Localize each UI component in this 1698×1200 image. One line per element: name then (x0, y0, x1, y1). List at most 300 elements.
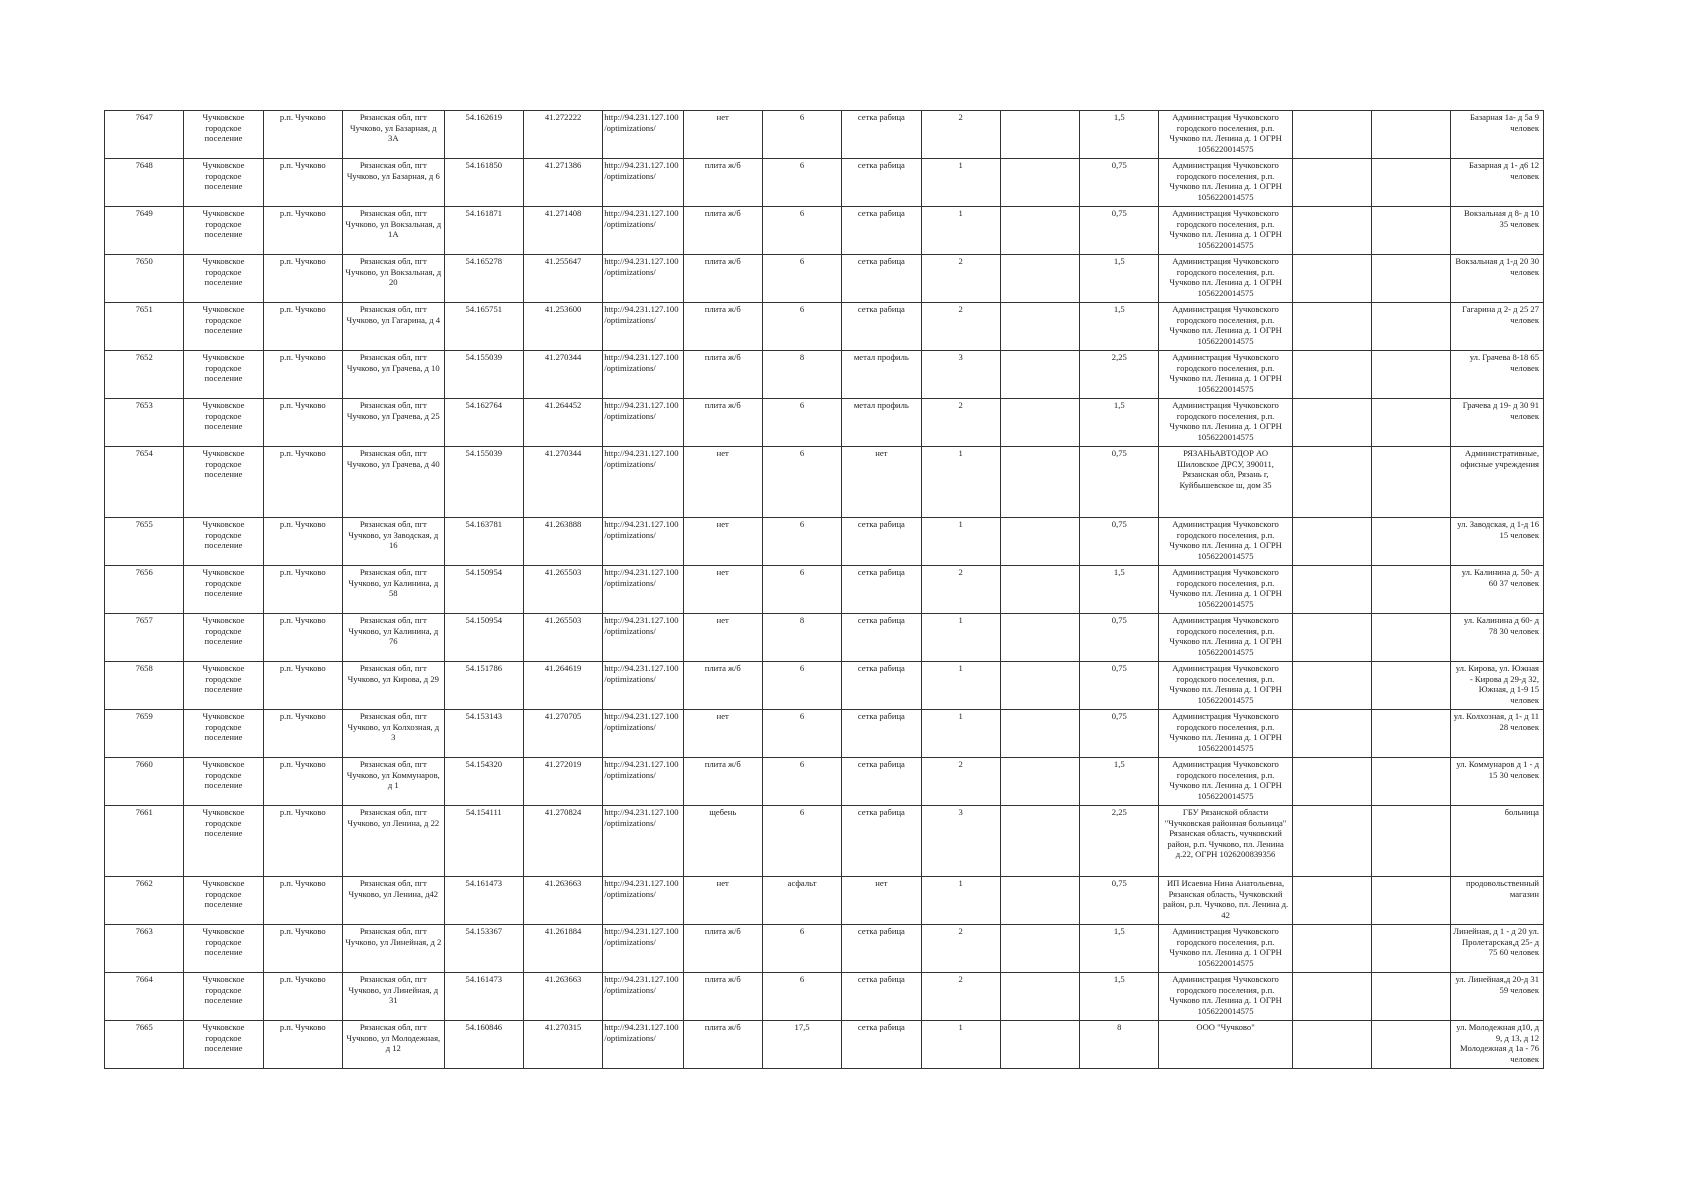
row-number: 7657 (105, 614, 184, 662)
empty-cell (1292, 925, 1371, 973)
fence-cell: сетка рабица (842, 973, 921, 1021)
settlement-cell: Чучковское городское поселение (184, 614, 263, 662)
waste-sources-cell: ул. Кирова, ул. Южная - Кирова д 29-д 32, Южная, д 1-9 15 человек (1451, 662, 1544, 710)
map-link-cell[interactable]: http://94.231.127.100/optimizations/ (603, 877, 683, 925)
latitude-cell: 54.162764 (444, 399, 523, 447)
surface-cell: нет (683, 710, 762, 758)
locality-cell: р.п. Чучково (263, 925, 342, 973)
container-count-cell: 1 (921, 207, 1000, 255)
longitude-cell: 41.261884 (523, 925, 602, 973)
settlement-cell: Чучковское городское поселение (184, 255, 263, 303)
empty-cell (1000, 1021, 1079, 1069)
latitude-cell: 54.163781 (444, 518, 523, 566)
map-link-cell[interactable]: http://94.231.127.100/optimizations/ (603, 614, 683, 662)
map-link-cell[interactable]: http://94.231.127.100/optimizations/ (603, 806, 683, 877)
locality-cell: р.п. Чучково (263, 806, 342, 877)
empty-cell (1292, 351, 1371, 399)
table-row (105, 566, 1544, 614)
empty-cell (1292, 518, 1371, 566)
fence-cell: сетка рабица (842, 566, 921, 614)
fence-cell: нет (842, 877, 921, 925)
area-cell: 6 (762, 255, 841, 303)
settlement-cell: Чучковское городское поселение (184, 1021, 263, 1069)
empty-cell (1371, 973, 1450, 1021)
latitude-cell: 54.161473 (444, 877, 523, 925)
surface-cell: плита ж/б (683, 1021, 762, 1069)
longitude-cell: 41.270315 (523, 1021, 602, 1069)
row-number: 7652 (105, 351, 184, 399)
address-cell: Рязанская обл, пгт Чучково, ул Ленина, д42 (342, 877, 444, 925)
empty-cell (1000, 255, 1079, 303)
latitude-cell: 54.160846 (444, 1021, 523, 1069)
empty-cell (1292, 758, 1371, 806)
address-cell: Рязанская обл, пгт Чучково, ул Коммунаров, д 1 (342, 758, 444, 806)
waste-site-registry-table (104, 110, 1544, 1069)
owner-cell: Администрация Чучковского городского поселения, р.п. Чучково пл. Ленина д. 1 ОГРН 1056220014575 (1159, 351, 1292, 399)
address-cell: Рязанская обл, пгт Чучково, ул Базарная, д 3А (342, 111, 444, 159)
fence-cell: сетка рабица (842, 159, 921, 207)
address-cell: Рязанская обл, пгт Чучково, ул Гагарина, д 4 (342, 303, 444, 351)
map-link-cell[interactable]: http://94.231.127.100/optimizations/ (603, 662, 683, 710)
settlement-cell: Чучковское городское поселение (184, 518, 263, 566)
table-row (105, 399, 1544, 447)
map-link-cell[interactable]: http://94.231.127.100/optimizations/ (603, 925, 683, 973)
address-cell: Рязанская обл, пгт Чучково, ул Заводская, д 16 (342, 518, 444, 566)
owner-cell: Администрация Чучковского городского поселения, р.п. Чучково пл. Ленина д. 1 ОГРН 1056220014575 (1159, 255, 1292, 303)
surface-cell: нет (683, 614, 762, 662)
volume-cell: 1,5 (1080, 111, 1159, 159)
empty-cell (1371, 518, 1450, 566)
fence-cell: сетка рабица (842, 111, 921, 159)
container-count-cell: 1 (921, 614, 1000, 662)
waste-sources-cell: ул. Коммунаров д 1 - д 15 30 человек (1451, 758, 1544, 806)
map-link-cell[interactable]: http://94.231.127.100/optimizations/ (603, 303, 683, 351)
waste-sources-cell: продовольственный магазин (1451, 877, 1544, 925)
locality-cell: р.п. Чучково (263, 159, 342, 207)
empty-cell (1292, 447, 1371, 518)
container-count-cell: 1 (921, 518, 1000, 566)
empty-cell (1000, 925, 1079, 973)
container-count-cell: 2 (921, 973, 1000, 1021)
longitude-cell: 41.270344 (523, 447, 602, 518)
empty-cell (1292, 566, 1371, 614)
surface-cell: нет (683, 566, 762, 614)
table-row (105, 710, 1544, 758)
locality-cell: р.п. Чучково (263, 710, 342, 758)
volume-cell: 2,25 (1080, 806, 1159, 877)
volume-cell: 8 (1080, 1021, 1159, 1069)
map-link-cell[interactable]: http://94.231.127.100/optimizations/ (603, 207, 683, 255)
latitude-cell: 54.155039 (444, 447, 523, 518)
container-count-cell: 1 (921, 1021, 1000, 1069)
fence-cell: сетка рабица (842, 518, 921, 566)
longitude-cell: 41.270705 (523, 710, 602, 758)
address-cell: Рязанская обл, пгт Чучково, ул Грачева, д 10 (342, 351, 444, 399)
fence-cell: сетка рабица (842, 662, 921, 710)
volume-cell: 0,75 (1080, 710, 1159, 758)
empty-cell (1292, 207, 1371, 255)
locality-cell: р.п. Чучково (263, 614, 342, 662)
empty-cell (1371, 877, 1450, 925)
empty-cell (1000, 351, 1079, 399)
container-count-cell: 3 (921, 806, 1000, 877)
map-link-cell[interactable]: http://94.231.127.100/optimizations/ (603, 518, 683, 566)
volume-cell: 1,5 (1080, 758, 1159, 806)
row-number: 7659 (105, 710, 184, 758)
row-number: 7650 (105, 255, 184, 303)
empty-cell (1000, 447, 1079, 518)
table-row (105, 925, 1544, 973)
container-count-cell: 2 (921, 758, 1000, 806)
settlement-cell: Чучковское городское поселение (184, 351, 263, 399)
area-cell: 6 (762, 447, 841, 518)
locality-cell: р.п. Чучково (263, 662, 342, 710)
fence-cell: метал профиль (842, 351, 921, 399)
volume-cell: 1,5 (1080, 973, 1159, 1021)
owner-cell: Администрация Чучковского городского поселения, р.п. Чучково пл. Ленина д. 1 ОГРН 1056220014575 (1159, 399, 1292, 447)
waste-sources-cell: ул. Грачева 8-18 65 человек (1451, 351, 1544, 399)
area-cell: 6 (762, 662, 841, 710)
fence-cell: сетка рабица (842, 758, 921, 806)
empty-cell (1371, 662, 1450, 710)
table-row (105, 758, 1544, 806)
empty-cell (1292, 806, 1371, 877)
longitude-cell: 41.270344 (523, 351, 602, 399)
area-cell: 6 (762, 710, 841, 758)
settlement-cell: Чучковское городское поселение (184, 566, 263, 614)
settlement-cell: Чучковское городское поселение (184, 806, 263, 877)
container-count-cell: 1 (921, 447, 1000, 518)
waste-sources-cell: больница (1451, 806, 1544, 877)
waste-sources-cell: ул. Заводская, д 1-д 16 15 человек (1451, 518, 1544, 566)
surface-cell: щебень (683, 806, 762, 877)
area-cell: 6 (762, 399, 841, 447)
latitude-cell: 54.153367 (444, 925, 523, 973)
volume-cell: 0,75 (1080, 159, 1159, 207)
fence-cell: сетка рабица (842, 255, 921, 303)
volume-cell: 0,75 (1080, 447, 1159, 518)
container-count-cell: 1 (921, 710, 1000, 758)
waste-sources-cell: ул. Линейная,д 20-д 31 59 человек (1451, 973, 1544, 1021)
settlement-cell: Чучковское городское поселение (184, 710, 263, 758)
owner-cell: ГБУ Рязанской области "Чучковская районная больница" Рязанская область, чучковский район, р.п. Чучково, пл. Ленина д.22, ОГРН 1026200839356 (1159, 806, 1292, 877)
surface-cell: плита ж/б (683, 351, 762, 399)
address-cell: Рязанская обл, пгт Чучково, ул Колхозная, д 3 (342, 710, 444, 758)
empty-cell (1292, 877, 1371, 925)
surface-cell: плита ж/б (683, 207, 762, 255)
table-row (105, 255, 1544, 303)
container-count-cell: 2 (921, 925, 1000, 973)
address-cell: Рязанская обл, пгт Чучково, ул Базарная, д 6 (342, 159, 444, 207)
empty-cell (1371, 758, 1450, 806)
empty-cell (1292, 159, 1371, 207)
map-link-cell[interactable]: http://94.231.127.100/optimizations/ (603, 399, 683, 447)
area-cell: 8 (762, 614, 841, 662)
latitude-cell: 54.165751 (444, 303, 523, 351)
latitude-cell: 54.155039 (444, 351, 523, 399)
settlement-cell: Чучковское городское поселение (184, 973, 263, 1021)
settlement-cell: Чучковское городское поселение (184, 303, 263, 351)
waste-sources-cell: Вокзальная д 1-д 20 30 человек (1451, 255, 1544, 303)
table-row (105, 806, 1544, 877)
area-cell: 6 (762, 925, 841, 973)
longitude-cell: 41.263888 (523, 518, 602, 566)
volume-cell: 1,5 (1080, 399, 1159, 447)
waste-sources-cell: ул. Молодежная д10, д 9, д 13, д 12 Молодежная д 1а - 76 человек (1451, 1021, 1544, 1069)
empty-cell (1371, 351, 1450, 399)
address-cell: Рязанская обл, пгт Чучково, ул Вокзальная, д 1А (342, 207, 444, 255)
empty-cell (1292, 303, 1371, 351)
longitude-cell: 41.265503 (523, 614, 602, 662)
fence-cell: сетка рабица (842, 303, 921, 351)
locality-cell: р.п. Чучково (263, 111, 342, 159)
address-cell: Рязанская обл, пгт Чучково, ул Грачева, д 40 (342, 447, 444, 518)
fence-cell: сетка рабица (842, 925, 921, 973)
waste-sources-cell: Вокзальная д 8- д 10 35 человек (1451, 207, 1544, 255)
fence-cell: сетка рабица (842, 614, 921, 662)
locality-cell: р.п. Чучково (263, 1021, 342, 1069)
empty-cell (1000, 566, 1079, 614)
row-number: 7663 (105, 925, 184, 973)
row-number: 7649 (105, 207, 184, 255)
fence-cell: сетка рабица (842, 1021, 921, 1069)
empty-cell (1000, 111, 1079, 159)
waste-sources-cell: Административные, офисные учреждения (1451, 447, 1544, 518)
container-count-cell: 2 (921, 255, 1000, 303)
latitude-cell: 54.161473 (444, 973, 523, 1021)
latitude-cell: 54.161871 (444, 207, 523, 255)
area-cell: 6 (762, 806, 841, 877)
empty-cell (1371, 447, 1450, 518)
empty-cell (1000, 159, 1079, 207)
owner-cell: Администрация Чучковского городского поселения, р.п. Чучково пл. Ленина д. 1 ОГРН 1056220014575 (1159, 303, 1292, 351)
table-row (105, 614, 1544, 662)
longitude-cell: 41.271408 (523, 207, 602, 255)
longitude-cell: 41.272019 (523, 758, 602, 806)
row-number: 7665 (105, 1021, 184, 1069)
empty-cell (1371, 207, 1450, 255)
volume-cell: 0,75 (1080, 518, 1159, 566)
settlement-cell: Чучковское городское поселение (184, 111, 263, 159)
settlement-cell: Чучковское городское поселение (184, 925, 263, 973)
row-number: 7651 (105, 303, 184, 351)
settlement-cell: Чучковское городское поселение (184, 159, 263, 207)
volume-cell: 0,75 (1080, 207, 1159, 255)
owner-cell: Администрация Чучковского городского поселения, р.п. Чучково пл. Ленина д. 1 ОГРН 1056220014575 (1159, 758, 1292, 806)
address-cell: Рязанская обл, пгт Чучково, ул Грачева, д 25 (342, 399, 444, 447)
owner-cell: Администрация Чучковского городского поселения, р.п. Чучково пл. Ленина д. 1 ОГРН 1056220014575 (1159, 973, 1292, 1021)
longitude-cell: 41.270824 (523, 806, 602, 877)
container-count-cell: 2 (921, 399, 1000, 447)
area-cell: 6 (762, 207, 841, 255)
locality-cell: р.п. Чучково (263, 877, 342, 925)
fence-cell: сетка рабица (842, 806, 921, 877)
fence-cell: сетка рабица (842, 710, 921, 758)
table-row (105, 518, 1544, 566)
owner-cell: Администрация Чучковского городского поселения, р.п. Чучково пл. Ленина д. 1 ОГРН 1056220014575 (1159, 159, 1292, 207)
owner-cell: ООО "Чучково" (1159, 1021, 1292, 1069)
volume-cell: 0,75 (1080, 662, 1159, 710)
table-row (105, 662, 1544, 710)
longitude-cell: 41.271386 (523, 159, 602, 207)
row-number: 7647 (105, 111, 184, 159)
latitude-cell: 54.154111 (444, 806, 523, 877)
settlement-cell: Чучковское городское поселение (184, 662, 263, 710)
container-count-cell: 2 (921, 111, 1000, 159)
fence-cell: метал профиль (842, 399, 921, 447)
address-cell: Рязанская обл, пгт Чучково, ул Линейная, д 31 (342, 973, 444, 1021)
container-count-cell: 1 (921, 662, 1000, 710)
locality-cell: р.п. Чучково (263, 518, 342, 566)
owner-cell: Администрация Чучковского городского поселения, р.п. Чучково пл. Ленина д. 1 ОГРН 1056220014575 (1159, 710, 1292, 758)
address-cell: Рязанская обл, пгт Чучково, ул Молодежная, д 12 (342, 1021, 444, 1069)
waste-sources-cell: Линейная, д 1 - д 20 ул. Пролетарская,д 25- д 75 60 человек (1451, 925, 1544, 973)
container-count-cell: 2 (921, 303, 1000, 351)
row-number: 7658 (105, 662, 184, 710)
surface-cell: нет (683, 877, 762, 925)
empty-cell (1000, 518, 1079, 566)
empty-cell (1371, 399, 1450, 447)
empty-cell (1292, 255, 1371, 303)
surface-cell: плита ж/б (683, 303, 762, 351)
surface-cell: плита ж/б (683, 662, 762, 710)
owner-cell: Администрация Чучковского городского поселения, р.п. Чучково пл. Ленина д. 1 ОГРН 1056220014575 (1159, 614, 1292, 662)
container-count-cell: 1 (921, 159, 1000, 207)
longitude-cell: 41.264452 (523, 399, 602, 447)
address-cell: Рязанская обл, пгт Чучково, ул Линейная, д 2 (342, 925, 444, 973)
address-cell: Рязанская обл, пгт Чучково, ул Калинина, д 58 (342, 566, 444, 614)
longitude-cell: 41.263663 (523, 877, 602, 925)
area-cell: 17,5 (762, 1021, 841, 1069)
map-link-cell[interactable]: http://94.231.127.100/optimizations/ (603, 566, 683, 614)
fence-cell: сетка рабица (842, 207, 921, 255)
waste-sources-cell: Грачева д 19- д 30 91 человек (1451, 399, 1544, 447)
settlement-cell: Чучковское городское поселение (184, 399, 263, 447)
row-number: 7656 (105, 566, 184, 614)
table-row (105, 973, 1544, 1021)
volume-cell: 2,25 (1080, 351, 1159, 399)
latitude-cell: 54.154320 (444, 758, 523, 806)
map-link-cell[interactable]: http://94.231.127.100/optimizations/ (603, 159, 683, 207)
empty-cell (1292, 614, 1371, 662)
table-row (105, 159, 1544, 207)
table-row (105, 351, 1544, 399)
owner-cell: Администрация Чучковского городского поселения, р.п. Чучково пл. Ленина д. 1 ОГРН 1056220014575 (1159, 662, 1292, 710)
surface-cell: плита ж/б (683, 973, 762, 1021)
empty-cell (1000, 399, 1079, 447)
latitude-cell: 54.165278 (444, 255, 523, 303)
surface-cell: нет (683, 111, 762, 159)
empty-cell (1292, 662, 1371, 710)
waste-sources-cell: ул. Калинина д. 50- д 60 37 человек (1451, 566, 1544, 614)
volume-cell: 0,75 (1080, 614, 1159, 662)
settlement-cell: Чучковское городское поселение (184, 758, 263, 806)
empty-cell (1371, 614, 1450, 662)
empty-cell (1292, 399, 1371, 447)
volume-cell: 1,5 (1080, 303, 1159, 351)
row-number: 7660 (105, 758, 184, 806)
waste-sources-cell: Базарная 1а- д 5а 9 человек (1451, 111, 1544, 159)
map-link-cell[interactable]: http://94.231.127.100/optimizations/ (603, 255, 683, 303)
map-link-cell[interactable]: http://94.231.127.100/optimizations/ (603, 351, 683, 399)
waste-sources-cell: ул. Колхозная, д 1- д 11 28 человек (1451, 710, 1544, 758)
volume-cell: 0,75 (1080, 877, 1159, 925)
surface-cell: плита ж/б (683, 925, 762, 973)
empty-cell (1000, 710, 1079, 758)
settlement-cell: Чучковское городское поселение (184, 877, 263, 925)
table-row (105, 303, 1544, 351)
waste-sources-cell: ул. Калинина д 60- д 78 30 человек (1451, 614, 1544, 662)
area-cell: 6 (762, 973, 841, 1021)
longitude-cell: 41.272222 (523, 111, 602, 159)
empty-cell (1371, 925, 1450, 973)
empty-cell (1000, 877, 1079, 925)
table-row (105, 111, 1544, 159)
surface-cell: плита ж/б (683, 159, 762, 207)
locality-cell: р.п. Чучково (263, 351, 342, 399)
latitude-cell: 54.150954 (444, 566, 523, 614)
map-link-cell[interactable]: http://94.231.127.100/optimizations/ (603, 1021, 683, 1069)
empty-cell (1000, 758, 1079, 806)
empty-cell (1371, 255, 1450, 303)
empty-cell (1000, 207, 1079, 255)
locality-cell: р.п. Чучково (263, 566, 342, 614)
row-number: 7653 (105, 399, 184, 447)
owner-cell: Администрация Чучковского городского поселения, р.п. Чучково пл. Ленина д. 1 ОГРН 1056220014575 (1159, 518, 1292, 566)
locality-cell: р.п. Чучково (263, 973, 342, 1021)
table-row (105, 207, 1544, 255)
map-link-cell[interactable]: http://94.231.127.100/optimizations/ (603, 758, 683, 806)
empty-cell (1000, 973, 1079, 1021)
empty-cell (1292, 1021, 1371, 1069)
empty-cell (1371, 806, 1450, 877)
empty-cell (1371, 710, 1450, 758)
volume-cell: 1,5 (1080, 566, 1159, 614)
map-link-cell[interactable]: http://94.231.127.100/optimizations/ (603, 973, 683, 1021)
empty-cell (1292, 973, 1371, 1021)
longitude-cell: 41.264619 (523, 662, 602, 710)
container-count-cell: 2 (921, 566, 1000, 614)
area-cell: 6 (762, 159, 841, 207)
registry-body (105, 111, 1544, 1069)
row-number: 7654 (105, 447, 184, 518)
waste-sources-cell: Гагарина д 2- д 25 27 человек (1451, 303, 1544, 351)
empty-cell (1000, 614, 1079, 662)
owner-cell: Администрация Чучковского городского поселения, р.п. Чучково пл. Ленина д. 1 ОГРН 1056220014575 (1159, 566, 1292, 614)
row-number: 7664 (105, 973, 184, 1021)
table-row (105, 447, 1544, 518)
area-cell: 6 (762, 303, 841, 351)
container-count-cell: 1 (921, 877, 1000, 925)
locality-cell: р.п. Чучково (263, 758, 342, 806)
map-link-cell[interactable]: http://94.231.127.100/optimizations/ (603, 710, 683, 758)
latitude-cell: 54.150954 (444, 614, 523, 662)
locality-cell: р.п. Чучково (263, 303, 342, 351)
longitude-cell: 41.263663 (523, 973, 602, 1021)
empty-cell (1000, 662, 1079, 710)
longitude-cell: 41.265503 (523, 566, 602, 614)
map-link-cell[interactable]: http://94.231.127.100/optimizations/ (603, 111, 683, 159)
owner-cell: РЯЗАНЬАВТОДОР АО Шиловское ДРСУ, 390011, Рязанская обл, Рязань г, Куйбышевское ш, дом 35 (1159, 447, 1292, 518)
map-link-cell[interactable]: http://94.231.127.100/optimizations/ (603, 447, 683, 518)
empty-cell (1371, 111, 1450, 159)
volume-cell: 1,5 (1080, 255, 1159, 303)
latitude-cell: 54.161850 (444, 159, 523, 207)
owner-cell: Администрация Чучковского городского поселения, р.п. Чучково пл. Ленина д. 1 ОГРН 1056220014575 (1159, 207, 1292, 255)
waste-sources-cell: Базарная д 1- д6 12 человек (1451, 159, 1544, 207)
empty-cell (1371, 566, 1450, 614)
locality-cell: р.п. Чучково (263, 207, 342, 255)
